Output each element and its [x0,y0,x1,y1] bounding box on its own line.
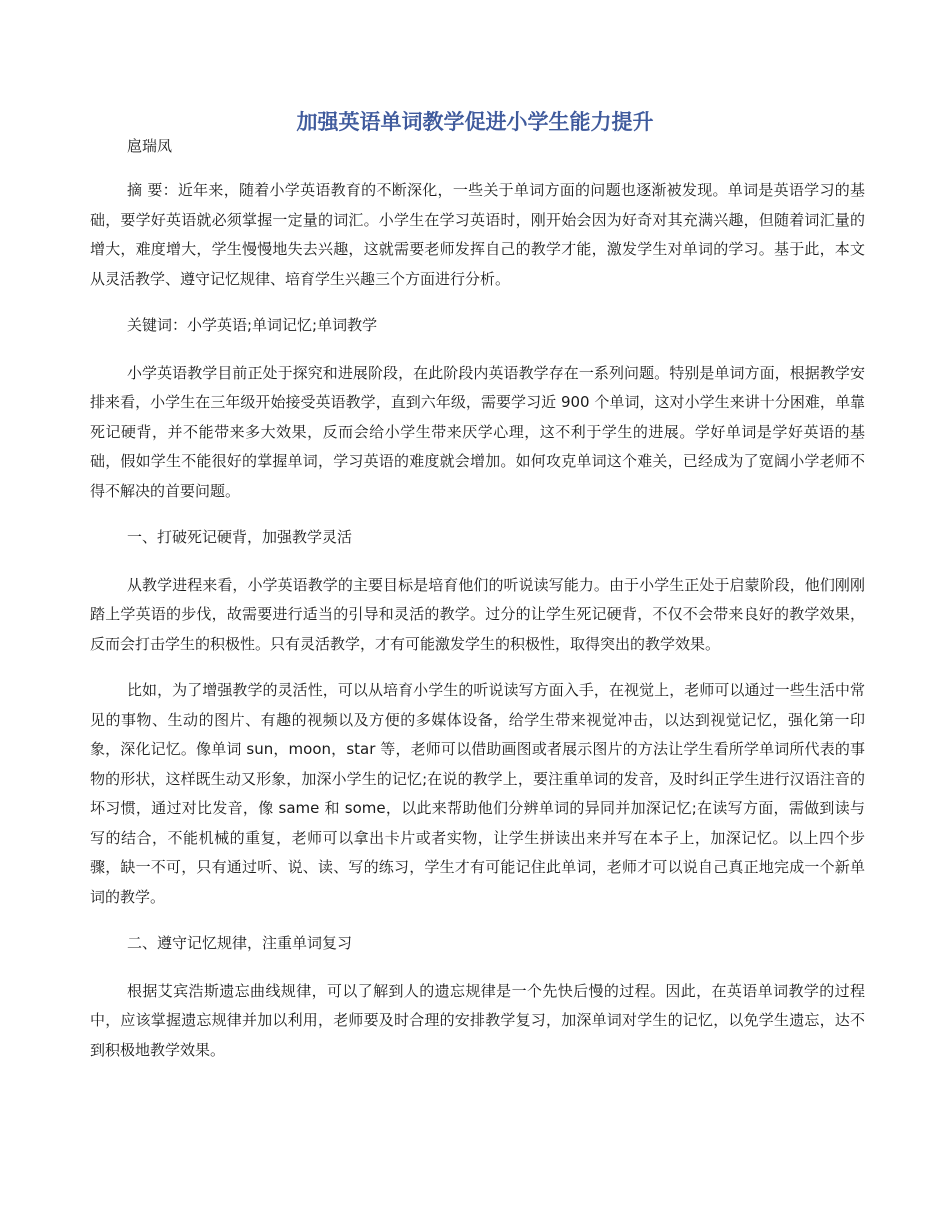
section-heading-2: 二、遵守记忆规律，注重单词复习 [127,934,353,952]
abstract-paragraph: 摘 要：近年来，随着小学英语教育的不断深化，一些关于单词方面的问题也逐渐被发现。单词是英语学习的基础，要学好英语就必须掌握一定量的词汇。小学生在学习英语时，刚开始会因为好奇对其充满兴趣，但随着词汇量的增大，难度增大，学生慢慢地失去兴趣，这就需要老师发挥自己的教学才能，激发学生对单词的学习。基于此，本文从灵活教学、遵守记忆规律、培育学生兴趣三个方面进行分析。 [90,181,865,288]
keywords-paragraph: 关键词：小学英语;单词记忆;单词教学 [127,316,378,334]
section2-paragraph-1: 根据艾宾浩斯遗忘曲线规律，可以了解到人的遗忘规律是一个先快后慢的过程。因此，在英语单词教学的过程中，应该掌握遗忘规律并加以利用，老师要及时合理的安排教学复习，加深单词对学生的记忆，以免学生遗忘，达不到积极地教学效果。 [90,981,865,1059]
document-body [90,176,865,1082]
intro-paragraph: 小学英语教学目前正处于探究和进展阶段，在此阶段内英语教学存在一系列问题。特别是单词方面，根据教学安排来看，小学生在三年级开始接受英语教学，直到六年级，需要学习近 900 个单词，这对小学生来讲十分困难，单靠死记硬背，并不能带来多大效果，反而会给小学生带来厌学心理，这不利于学生的进展。学好单词是学好英语的基础，假如学生不能很好的掌握单词，学习英语的难度就会增加。如何攻克单词这个难关，已经成为了宽阔小学老师不得不解决的首要问题。 [90,363,865,500]
section-heading-1: 一、打破死记硬背，加强教学灵活 [127,528,353,546]
section1-paragraph-2: 比如，为了增强教学的灵活性，可以从培育小学生的听说读写方面入手，在视觉上，老师可以通过一些生活中常见的事物、生动的图片、有趣的视频以及方便的多媒体设备，给学生带来视觉冲击，以达到视觉记忆，强化第一印象，深化记忆。像单词 sun，moon，star 等，老师可以借助画图或者展示图片的方法让学生看所学单词所代表的事物的形状，这样既生动又形象，加深小学生的记忆;在说的教学上，要注重单词的发音，及时纠正学生进行汉语注音的坏习惯，通过对比发音，像 same 和 some，以此来帮助他们分辨单词的异同并加深记忆;在读写方面，需做到读与写的结合，不能机械的重复，老师可以拿出卡片或者实物，让学生拼读出来并写在本子上，加深记忆。以上四个步骤，缺一不可，只有通过听、说、读、写的练习，学生才有可能记住此单词，老师才可以说自己真正地完成一个新单词的教学。 [90,681,865,906]
document-title: 加强英语单词教学促进小学生能力提升 [296,110,654,134]
section1-paragraph-1: 从教学进程来看，小学英语教学的主要目标是培育他们的听说读写能力。由于小学生正处于启蒙阶段，他们刚刚踏上学英语的步伐，故需要进行适当的引导和灵活的教学。过分的让学生死记硬背，不仅不会带来良好的教学效果，反而会打击学生的积极性。只有灵活教学，才有可能激发学生的积极性，取得突出的教学效果。 [90,575,865,653]
author-name: 扈瑞凤 [127,137,173,155]
